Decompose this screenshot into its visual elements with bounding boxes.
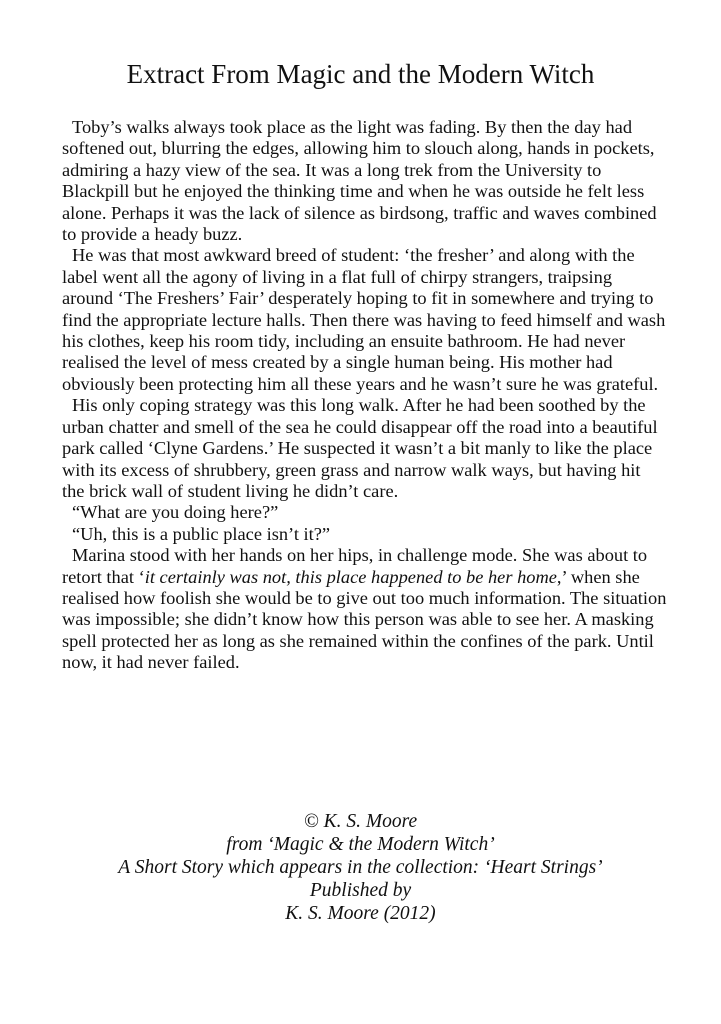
paragraph-final-part-2: ,’ when she realised how foolish she would be to give out too much information. The situation was impossible; she didn’t know how this person was able to see her. A masking spell protected her as long as she remained within the confines of the park. Until now, it had never failed. <box>62 566 667 673</box>
paragraph-final-italic: it certainly was not, this place happened to be her home <box>144 566 557 587</box>
published-by-line: Published by <box>309 880 412 901</box>
credits-block <box>0 810 721 925</box>
dialogue-line-2: “Uh, this is a public place isn’t it?” <box>72 523 331 544</box>
dialogue-line-1: “What are you doing here?” <box>72 502 279 523</box>
paragraph-1: Toby’s walks always took place as the light was fading. By then the day had softened out, blurring the edges, allowing him to slouch along, hands in pockets, admiring a hazy view of the sea. It was a long trek from the University to Blackpill but he enjoyed the thinking time and when he was outside he felt less alone. Perhaps it was the lack of silence as birdsong, traffic and waves combined to provide a heady buzz. <box>62 117 657 245</box>
paragraph-final <box>62 545 667 673</box>
source-line: from ‘Magic & the Modern Witch’ <box>226 834 495 855</box>
paragraph-final-part-1: Marina stood with her hands on her hips, in challenge mode. She was about to retort that ‘ <box>62 545 648 587</box>
collection-line: A Short Story which appears in the collection: ‘Heart Strings’ <box>118 857 603 878</box>
publisher-line: K. S. Moore (2012) <box>285 903 436 924</box>
document-title: Extract From Magic and the Modern Witch <box>126 59 595 89</box>
copyright-line: © K. S. Moore <box>303 811 418 832</box>
paragraph-2: He was that most awkward breed of student: ‘the fresher’ and along with the label went all the agony of living in a flat full of chirpy strangers, traipsing around ‘The Freshers’ Fair’ desperately hoping to fit in somewhere and trying to find the appropriate lecture halls. Then there was having to feed himself and wash his clothes, keep his room tidy, including an ensuite bathroom. He had never realised the level of mess created by a single human being. His mother had obviously been protecting him all these years and he wasn’t sure he was grateful. <box>62 245 666 394</box>
story-extract <box>62 117 667 674</box>
paragraph-3: His only coping strategy was this long walk. After he had been soothed by the urban chatter and smell of the sea he could disappear off the road into a beautiful park called ‘Clyne Gardens.’ He suspected it wasn’t a bit manly to like the place with its excess of shrubbery, green grass and narrow walk ways, but having hit the brick wall of student living he didn’t care. <box>62 395 658 501</box>
